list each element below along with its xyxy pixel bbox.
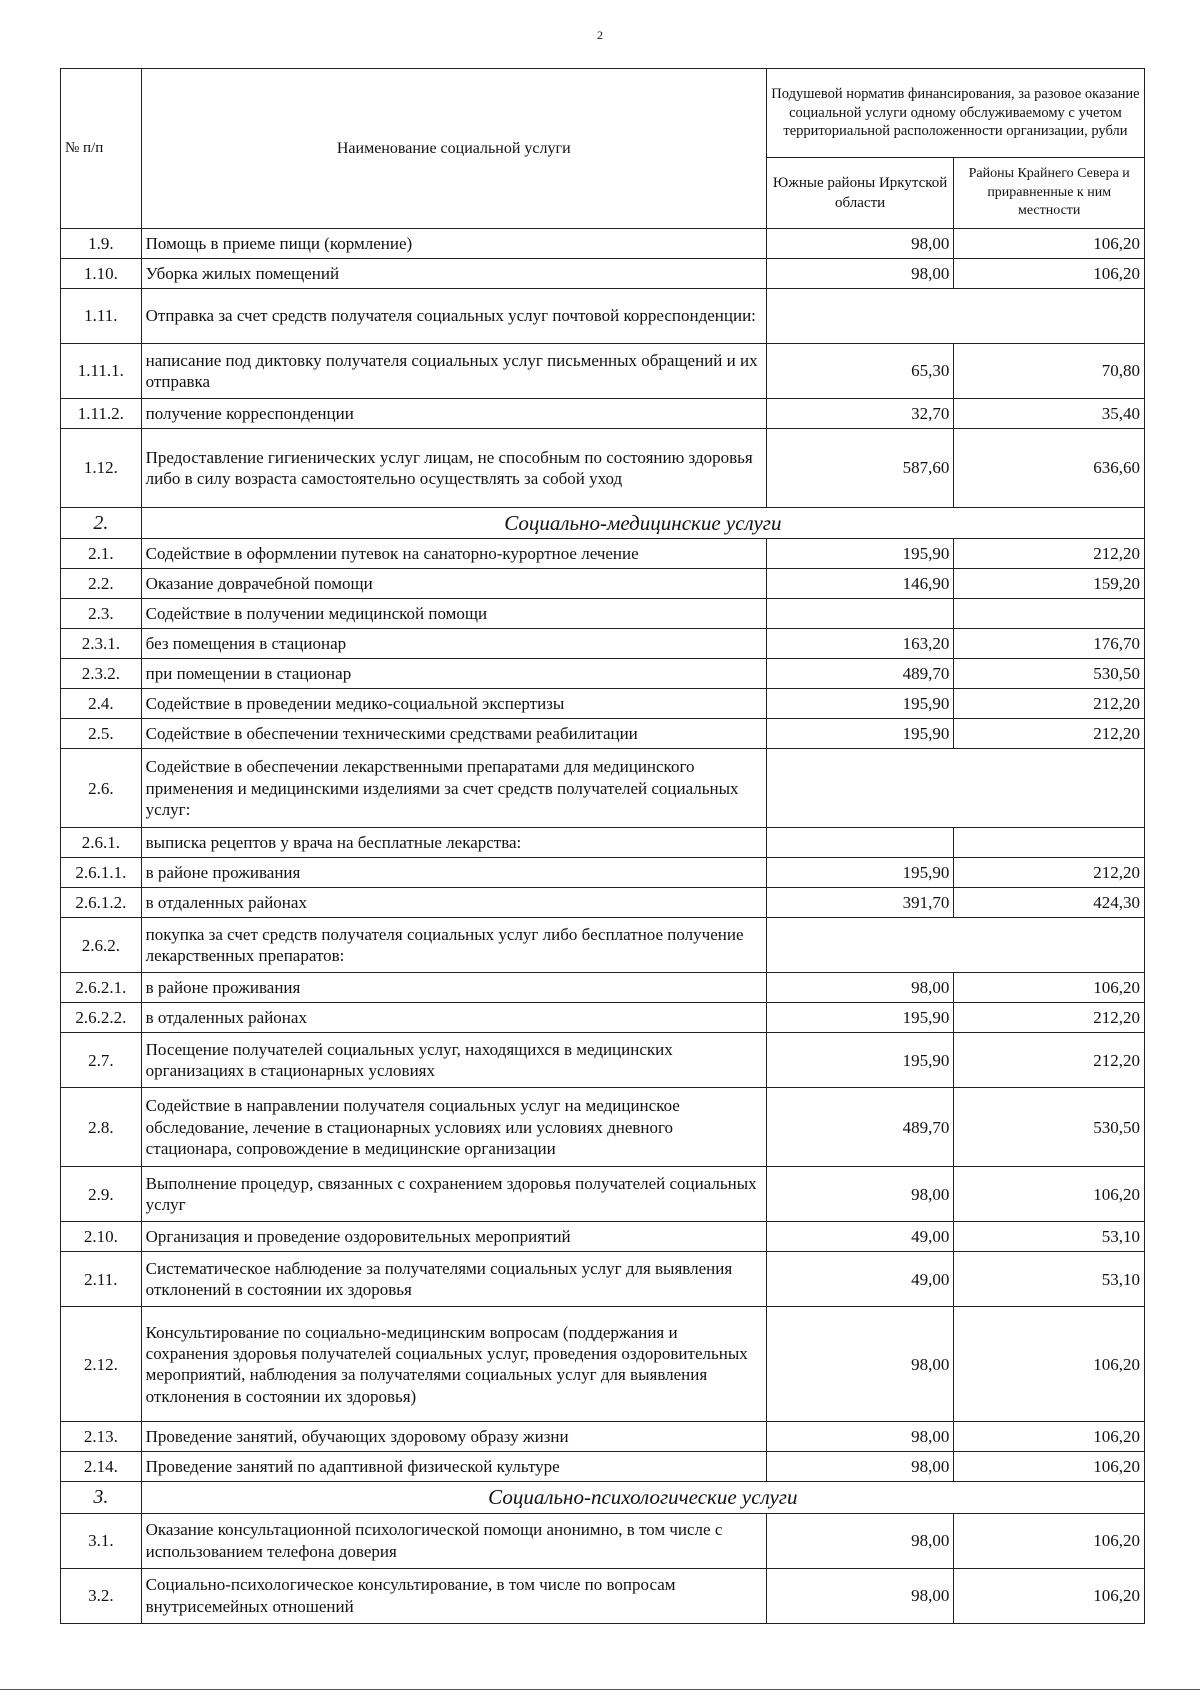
- row-north-value: 212,20: [954, 1003, 1145, 1033]
- row-south-value: 98,00: [766, 1568, 954, 1623]
- row-south-value: 489,70: [766, 1088, 954, 1167]
- row-south-value: 489,70: [766, 659, 954, 689]
- table-header: [61, 69, 1145, 229]
- row-number: 2.3.1.: [61, 629, 142, 659]
- table-row: [61, 629, 1145, 659]
- row-north-value: 35,40: [954, 399, 1145, 429]
- row-service-name: Оказание доврачебной помощи: [141, 569, 766, 599]
- row-north-value: 106,20: [954, 1452, 1145, 1482]
- table-row: [61, 1568, 1145, 1623]
- table-row: [61, 1222, 1145, 1252]
- row-number: 2.6.1.1.: [61, 858, 142, 888]
- row-south-value: [766, 828, 954, 858]
- row-south-value: 32,70: [766, 399, 954, 429]
- row-number: 2.2.: [61, 569, 142, 599]
- table-row: [61, 259, 1145, 289]
- row-south-value: 98,00: [766, 1167, 954, 1222]
- row-south-value: 98,00: [766, 259, 954, 289]
- row-number: 2.3.: [61, 599, 142, 629]
- row-north-value: [954, 828, 1145, 858]
- section-row: [61, 1482, 1145, 1513]
- row-number: 2.11.: [61, 1252, 142, 1307]
- header-service-name: Наименование социальной услуги: [141, 69, 766, 229]
- row-south-value: 195,90: [766, 1003, 954, 1033]
- table-row: [61, 1088, 1145, 1167]
- row-north-value: 106,20: [954, 229, 1145, 259]
- table-row: [61, 888, 1145, 918]
- table-row: [61, 599, 1145, 629]
- row-south-value: [766, 599, 954, 629]
- page-number: 2: [597, 28, 603, 42]
- row-number: 1.11.1.: [61, 344, 142, 399]
- row-number: 1.9.: [61, 229, 142, 259]
- row-north-value: 530,50: [954, 659, 1145, 689]
- row-south-value: 195,90: [766, 689, 954, 719]
- row-number: 2.13.: [61, 1422, 142, 1452]
- row-service-name: Содействие в обеспечении лекарственными препаратами для медицинского применения и медицинскими изделиями за счет средств получателей социальных услуг:: [141, 749, 766, 828]
- row-north-value: 106,20: [954, 1422, 1145, 1452]
- row-south-value: 98,00: [766, 1307, 954, 1422]
- row-south-value: 195,90: [766, 539, 954, 569]
- row-north-value: 212,20: [954, 719, 1145, 749]
- row-south-value: 146,90: [766, 569, 954, 599]
- row-number: 2.8.: [61, 1088, 142, 1167]
- row-north-value: 212,20: [954, 858, 1145, 888]
- section-row: [61, 508, 1145, 539]
- row-north-value: 212,20: [954, 1033, 1145, 1088]
- row-service-name: Содействие в направлении получателя социальных услуг на медицинское обследование, лечение в стационарных условиях или условиях дневного стационара, сопровождение в медицинские организации: [141, 1088, 766, 1167]
- table-row: [61, 1033, 1145, 1088]
- row-south-value: 65,30: [766, 344, 954, 399]
- row-service-name: в отдаленных районах: [141, 888, 766, 918]
- table-row: [61, 229, 1145, 259]
- table-row: [61, 749, 1145, 828]
- row-north-value: 176,70: [954, 629, 1145, 659]
- row-service-name: без помещения в стационар: [141, 629, 766, 659]
- table-row: [61, 569, 1145, 599]
- row-number: 3.1.: [61, 1513, 142, 1568]
- row-service-name: Посещение получателей социальных услуг, находящихся в медицинских организациях в стационарных условиях: [141, 1033, 766, 1088]
- table-row: [61, 719, 1145, 749]
- row-service-name: Содействие в проведении медико-социальной экспертизы: [141, 689, 766, 719]
- row-north-value: 106,20: [954, 259, 1145, 289]
- row-south-value: 195,90: [766, 1033, 954, 1088]
- row-north-value: [954, 599, 1145, 629]
- row-service-name: Оказание консультационной психологической помощи анонимно, в том числе с использованием телефона доверия: [141, 1513, 766, 1568]
- row-number: 2.9.: [61, 1167, 142, 1222]
- section-number: 2.: [61, 508, 142, 539]
- row-north-value: 70,80: [954, 344, 1145, 399]
- row-service-name: при помещении в стационар: [141, 659, 766, 689]
- row-service-name: Содействие в оформлении путевок на санаторно-курортное лечение: [141, 539, 766, 569]
- section-title: Социально-медицинские услуги: [141, 508, 1144, 539]
- table-body: [61, 229, 1145, 1624]
- row-south-value: 98,00: [766, 1513, 954, 1568]
- table-row: [61, 1422, 1145, 1452]
- row-empty-merged-cell: [766, 918, 1144, 973]
- table-row: [61, 828, 1145, 858]
- section-title: Социально-психологические услуги: [141, 1482, 1144, 1513]
- table-row: [61, 1252, 1145, 1307]
- row-north-value: 530,50: [954, 1088, 1145, 1167]
- row-service-name: Уборка жилых помещений: [141, 259, 766, 289]
- row-number: 2.4.: [61, 689, 142, 719]
- row-north-value: 212,20: [954, 539, 1145, 569]
- row-service-name: Консультирование по социально-медицинским вопросам (поддержания и сохранения здоровья получателей социальных услуг, проведения оздоровительных мероприятий, наблюдения за получателями социальных услуг для выявления отклонения в состоянии их здоровья): [141, 1307, 766, 1422]
- row-north-value: 106,20: [954, 1167, 1145, 1222]
- row-service-name: выписка рецептов у врача на бесплатные лекарства:: [141, 828, 766, 858]
- row-service-name: покупка за счет средств получателя социальных услуг либо бесплатное получение лекарственных препаратов:: [141, 918, 766, 973]
- row-service-name: Проведение занятий по адаптивной физической культуре: [141, 1452, 766, 1482]
- row-service-name: Содействие в получении медицинской помощи: [141, 599, 766, 629]
- header-financing-standard: Подушевой норматив финансирования, за разовое оказание социальной услуги одному обслуживаемому с учетом территориальной расположенности организации, рубли: [766, 69, 1144, 158]
- row-south-value: 98,00: [766, 1452, 954, 1482]
- row-south-value: 98,00: [766, 229, 954, 259]
- row-service-name: написание под диктовку получателя социальных услуг письменных обращений и их отправка: [141, 344, 766, 399]
- row-service-name: Социально-психологическое консультирование, в том числе по вопросам внутрисемейных отношений: [141, 1568, 766, 1623]
- table-row: [61, 1307, 1145, 1422]
- row-south-value: 391,70: [766, 888, 954, 918]
- section-number: 3.: [61, 1482, 142, 1513]
- row-empty-merged-cell: [766, 749, 1144, 828]
- row-number: 2.6.2.: [61, 918, 142, 973]
- row-number: 2.7.: [61, 1033, 142, 1088]
- row-service-name: Содействие в обеспечении техническими средствами реабилитации: [141, 719, 766, 749]
- table-row: [61, 1452, 1145, 1482]
- row-number: 2.6.1.: [61, 828, 142, 858]
- row-number: 2.12.: [61, 1307, 142, 1422]
- row-number: 2.1.: [61, 539, 142, 569]
- table-row: [61, 689, 1145, 719]
- row-service-name: в районе проживания: [141, 973, 766, 1003]
- table-row: [61, 973, 1145, 1003]
- row-service-name: Предоставление гигиенических услуг лицам, не способным по состоянию здоровья либо в силу возраста самостоятельно осуществлять за собой уход: [141, 429, 766, 508]
- table-row: [61, 1003, 1145, 1033]
- row-empty-merged-cell: [766, 289, 1144, 344]
- row-north-value: 636,60: [954, 429, 1145, 508]
- row-north-value: 53,10: [954, 1222, 1145, 1252]
- row-north-value: 53,10: [954, 1252, 1145, 1307]
- row-north-value: 106,20: [954, 1307, 1145, 1422]
- row-north-value: 159,20: [954, 569, 1145, 599]
- row-south-value: 98,00: [766, 1422, 954, 1452]
- row-number: 2.6.2.2.: [61, 1003, 142, 1033]
- row-south-value: 163,20: [766, 629, 954, 659]
- row-south-value: 195,90: [766, 719, 954, 749]
- row-south-value: 98,00: [766, 973, 954, 1003]
- row-south-value: 587,60: [766, 429, 954, 508]
- table-row: [61, 289, 1145, 344]
- row-number: 2.6.1.2.: [61, 888, 142, 918]
- row-number: 2.6.: [61, 749, 142, 828]
- row-north-value: 106,20: [954, 973, 1145, 1003]
- bottom-rule: [0, 1689, 1200, 1690]
- table-row: [61, 1513, 1145, 1568]
- row-number: 2.6.2.1.: [61, 973, 142, 1003]
- row-service-name: Помощь в приеме пищи (кормление): [141, 229, 766, 259]
- header-south-regions: Южные районы Иркутской области: [766, 158, 954, 229]
- table-row: [61, 429, 1145, 508]
- row-number: 2.14.: [61, 1452, 142, 1482]
- row-service-name: Отправка за счет средств получателя социальных услуг почтовой корреспонденции:: [141, 289, 766, 344]
- row-south-value: 195,90: [766, 858, 954, 888]
- row-south-value: 49,00: [766, 1222, 954, 1252]
- row-number: 1.11.: [61, 289, 142, 344]
- row-number: 2.10.: [61, 1222, 142, 1252]
- header-number: № п/п: [61, 69, 142, 229]
- row-north-value: 212,20: [954, 689, 1145, 719]
- row-service-name: в районе проживания: [141, 858, 766, 888]
- row-service-name: Выполнение процедур, связанных с сохранением здоровья получателей социальных услуг: [141, 1167, 766, 1222]
- table-row: [61, 539, 1145, 569]
- tariff-table: [60, 68, 1145, 1624]
- row-south-value: 49,00: [766, 1252, 954, 1307]
- row-number: 3.2.: [61, 1568, 142, 1623]
- row-number: 2.5.: [61, 719, 142, 749]
- row-number: 1.10.: [61, 259, 142, 289]
- row-north-value: 106,20: [954, 1568, 1145, 1623]
- table-row: [61, 858, 1145, 888]
- row-number: 1.12.: [61, 429, 142, 508]
- row-service-name: Систематическое наблюдение за получателями социальных услуг для выявления отклонений в состоянии их здоровья: [141, 1252, 766, 1307]
- row-service-name: получение корреспонденции: [141, 399, 766, 429]
- row-number: 2.3.2.: [61, 659, 142, 689]
- row-service-name: Организация и проведение оздоровительных мероприятий: [141, 1222, 766, 1252]
- row-north-value: 106,20: [954, 1513, 1145, 1568]
- header-north-regions: Районы Крайнего Севера и приравненные к ним местности: [954, 158, 1145, 229]
- row-number: 1.11.2.: [61, 399, 142, 429]
- table-row: [61, 659, 1145, 689]
- table-row: [61, 399, 1145, 429]
- table-row: [61, 344, 1145, 399]
- row-service-name: Проведение занятий, обучающих здоровому образу жизни: [141, 1422, 766, 1452]
- row-service-name: в отдаленных районах: [141, 1003, 766, 1033]
- table-row: [61, 1167, 1145, 1222]
- table-row: [61, 918, 1145, 973]
- row-north-value: 424,30: [954, 888, 1145, 918]
